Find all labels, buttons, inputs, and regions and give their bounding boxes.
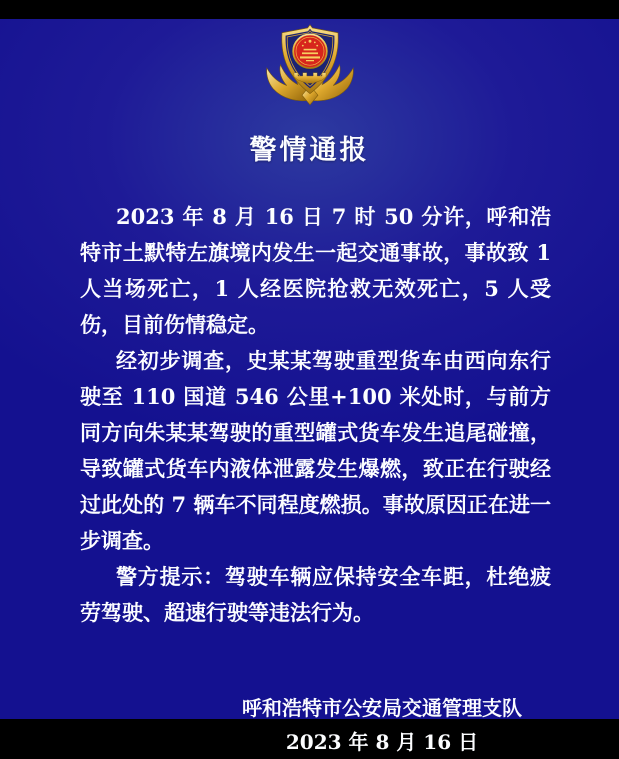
badge-national-emblem	[293, 34, 327, 68]
signature-issuer: 呼和浩特市公安局交通管理支队	[242, 696, 522, 720]
notice-body	[0, 199, 619, 631]
notice-title: 警情通报	[249, 135, 370, 166]
signature-block	[227, 691, 537, 759]
notice-paragraph-2: 经初步调查，史某某驾驶重型货车由西向东行驶至 110 国道 546 公里+100 米处时，与前方同方向朱某某驾驶的重型罐式货车发生追尾碰撞，导致罐式货车内液体泄露发生爆燃，致正在行驶经过此处的 7 辆车不同程度燃损。事故原因正在进一步调查。	[80, 348, 551, 553]
police-notice-page	[0, 19, 619, 754]
police-badge-icon	[262, 19, 358, 109]
notice-paragraph-1: 2023 年 8 月 16 日 7 时 50 分许，呼和浩特市土默特左旗境内发生一起交通事故，事故致 1 人当场死亡，1 人经医院抢救无效死亡，5 人受伤，目前伤情稳定。	[80, 204, 551, 337]
notice-paragraph-3: 警方提示：驾驶车辆应保持安全车距，杜绝疲劳驾驶、超速行驶等违法行为。	[80, 564, 551, 625]
signature-date: 2023 年 8 月 16 日	[285, 730, 479, 754]
